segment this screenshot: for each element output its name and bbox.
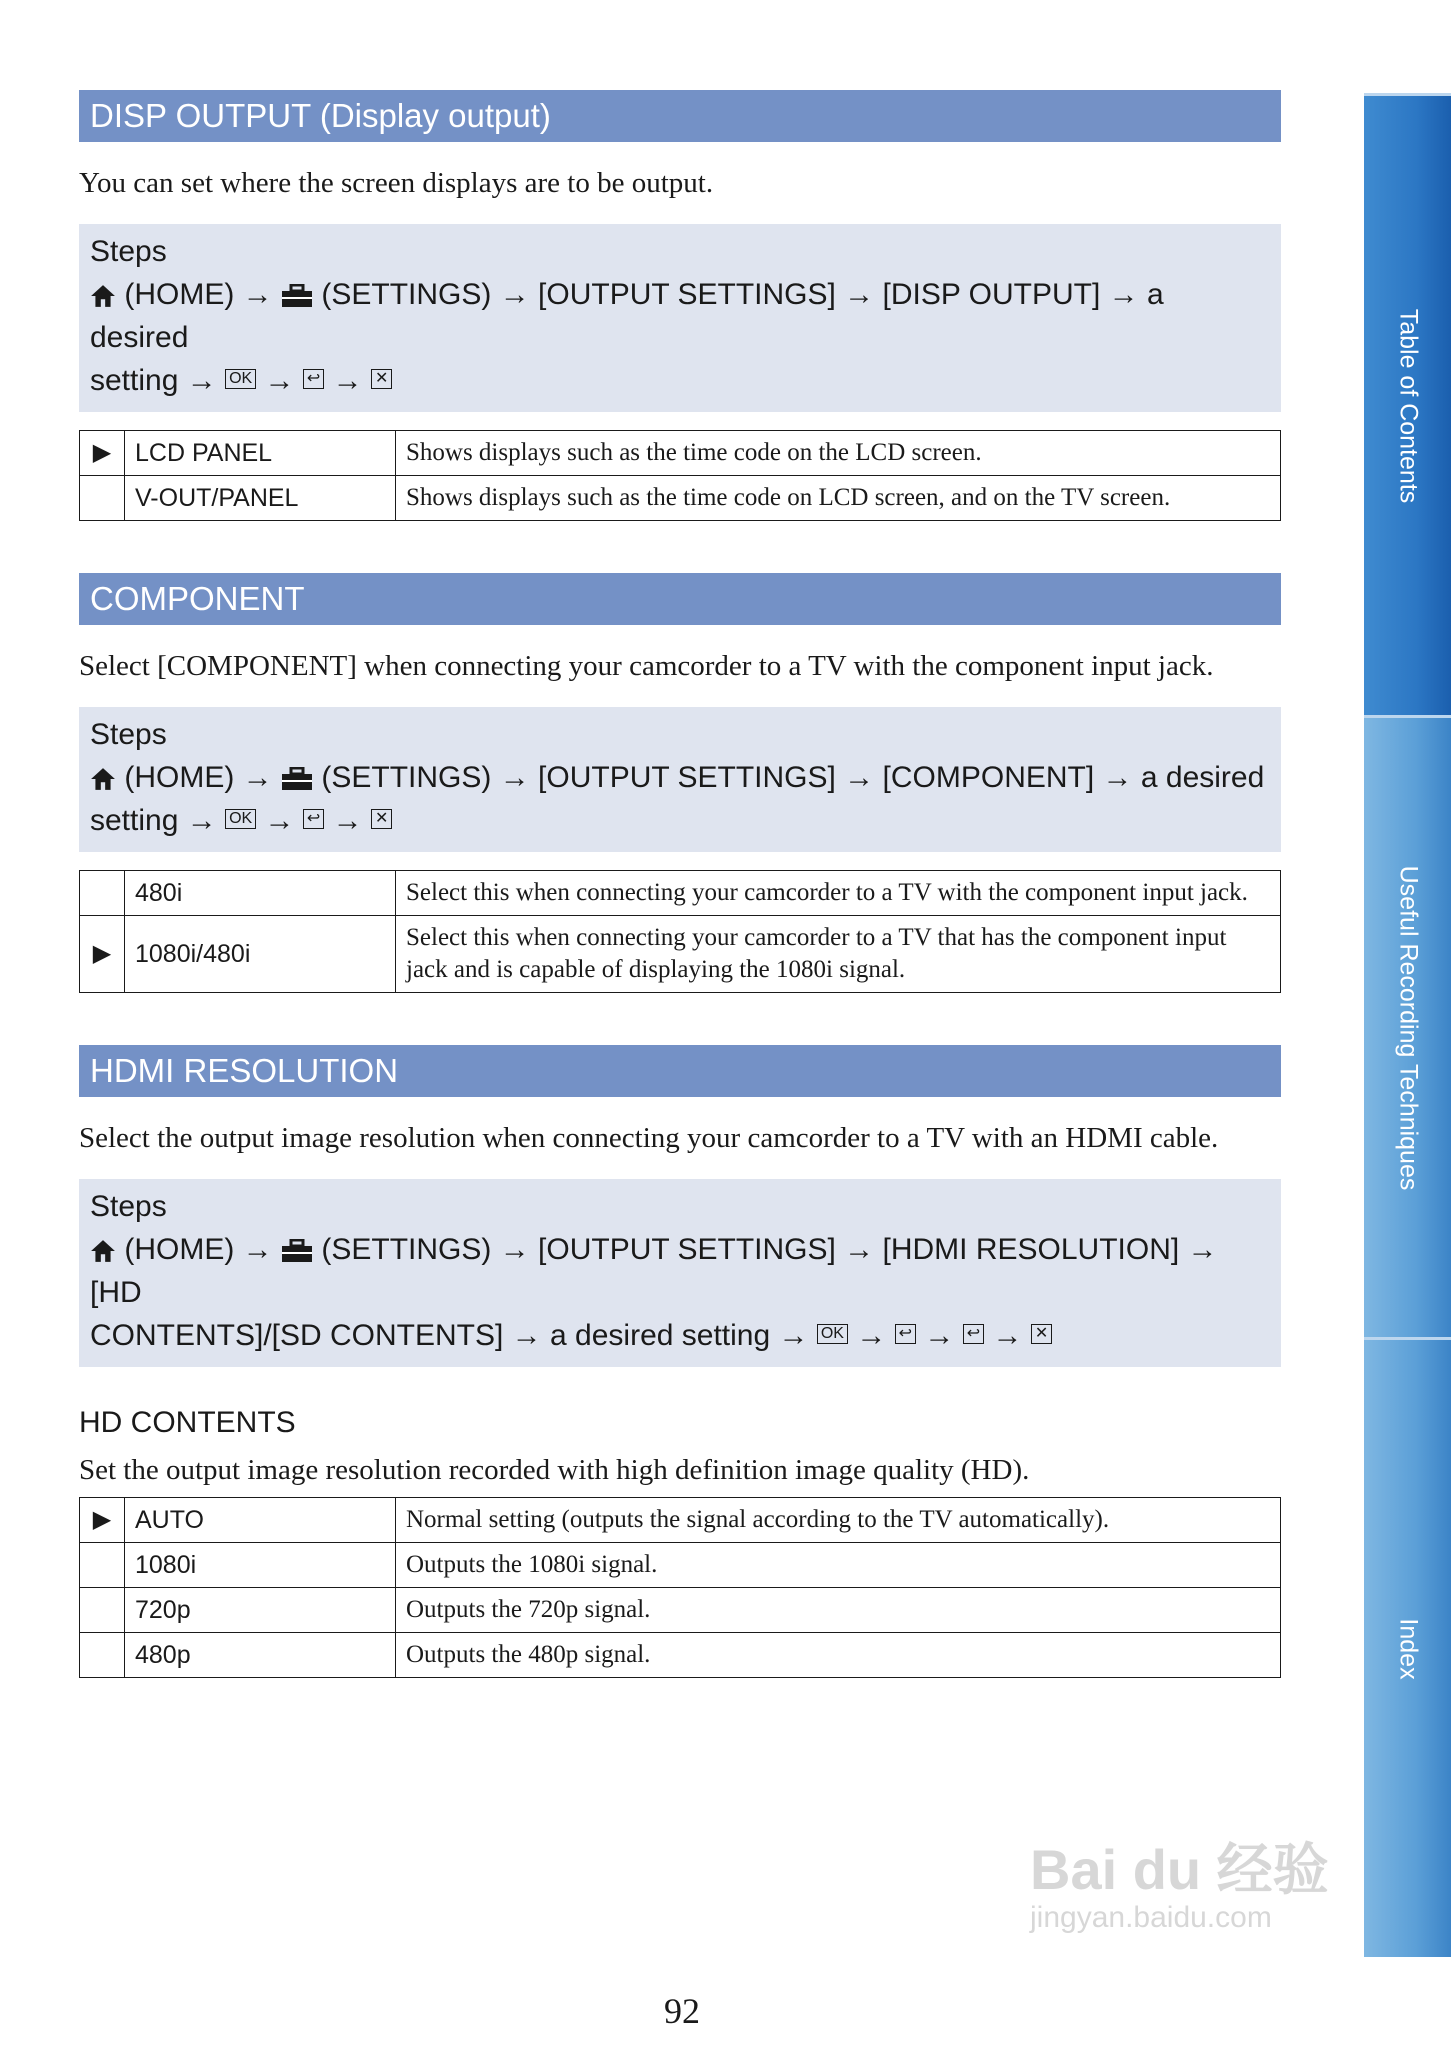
- tab-table-of-contents[interactable]: [1364, 93, 1451, 715]
- steps-box: [79, 707, 1281, 852]
- arrow: →: [778, 1319, 809, 1352]
- steps-line-2: [90, 1314, 1270, 1357]
- settings-label: (SETTINGS): [321, 761, 492, 794]
- option-name: 480i: [125, 871, 396, 916]
- default-marker: ▶: [80, 431, 125, 476]
- arrow: →: [242, 761, 273, 794]
- page-content: [79, 90, 1281, 1730]
- default-marker: [80, 1543, 125, 1588]
- option-desc: Select this when connecting your camcorder to a TV with the component input jack.: [396, 871, 1281, 916]
- steps-path: [OUTPUT SETTINGS] → [HDMI RESOLUTION] → [HD: [90, 1233, 1218, 1309]
- steps-line-1: [90, 273, 1270, 359]
- toolbox-icon: [281, 284, 313, 308]
- back-button-icon: ↩: [963, 1324, 984, 1344]
- arrow: →: [186, 804, 217, 837]
- table-row: [80, 1633, 1281, 1678]
- default-marker: ▶: [80, 916, 125, 993]
- steps-box: [79, 224, 1281, 412]
- section-title: HDMI RESOLUTION: [79, 1045, 1281, 1097]
- default-marker: ▶: [80, 1498, 125, 1543]
- option-desc: Select this when connecting your camcorder to a TV that has the component input jack and is capable of displaying the 1080i signal.: [396, 916, 1281, 993]
- home-icon: [90, 766, 116, 792]
- home-icon: [90, 1238, 116, 1264]
- arrow: →: [499, 761, 530, 794]
- arrow: →: [264, 364, 295, 397]
- arrow: →: [499, 1233, 530, 1266]
- table-row: [80, 916, 1281, 993]
- option-name: AUTO: [125, 1498, 396, 1543]
- section-intro: Select [COMPONENT] when connecting your camcorder to a TV with the component input jack.: [79, 650, 1214, 682]
- tab-label: Table of Contents: [1394, 308, 1422, 503]
- arrow: →: [242, 278, 273, 311]
- close-button-icon: ✕: [1031, 1324, 1052, 1344]
- option-desc: Shows displays such as the time code on the LCD screen.: [396, 431, 1281, 476]
- home-icon: [90, 283, 116, 309]
- subheading-text: Set the output image resolution recorded with high definition image quality (HD).: [79, 1454, 1030, 1486]
- close-button-icon: ✕: [371, 369, 392, 389]
- section-title: DISP OUTPUT (Display output): [79, 90, 1281, 142]
- option-name: 720p: [125, 1588, 396, 1633]
- ok-button-icon: OK: [225, 809, 256, 829]
- ok-button-icon: OK: [225, 369, 256, 389]
- section-disp-output: [79, 90, 1281, 521]
- arrow: →: [242, 1233, 273, 1266]
- options-table: [79, 870, 1281, 993]
- steps-tail: setting: [90, 364, 179, 397]
- toolbox-icon: [281, 767, 313, 791]
- arrow: →: [924, 1319, 955, 1352]
- tab-label: Index: [1394, 1617, 1422, 1680]
- back-button-icon: ↩: [303, 809, 324, 829]
- steps-path: [OUTPUT SETTINGS] → [DISP OUTPUT] → a desired: [90, 278, 1164, 354]
- option-desc: Outputs the 720p signal.: [396, 1588, 1281, 1633]
- close-button-icon: ✕: [371, 809, 392, 829]
- arrow: →: [332, 364, 363, 397]
- option-desc: Outputs the 1080i signal.: [396, 1543, 1281, 1588]
- option-name: V-OUT/PANEL: [125, 476, 396, 521]
- option-desc: Shows displays such as the time code on LCD screen, and on the TV screen.: [396, 476, 1281, 521]
- steps-line-2: [90, 359, 1270, 402]
- steps-label: Steps: [90, 235, 167, 268]
- tab-useful-recording-techniques[interactable]: [1364, 715, 1451, 1337]
- home-label: (HOME): [124, 278, 235, 311]
- section-intro: You can set where the screen displays are to be output.: [79, 167, 714, 199]
- arrow: →: [186, 364, 217, 397]
- arrow: →: [499, 278, 530, 311]
- options-table: [79, 1497, 1281, 1678]
- default-marker: [80, 476, 125, 521]
- table-row: [80, 1588, 1281, 1633]
- arrow: →: [264, 804, 295, 837]
- steps-line-1: [90, 756, 1270, 799]
- steps-label: Steps: [90, 718, 167, 751]
- toolbox-icon: [281, 1239, 313, 1263]
- arrow: →: [332, 804, 363, 837]
- default-marker: [80, 871, 125, 916]
- home-label: (HOME): [124, 761, 235, 794]
- tab-label: Useful Recording Techniques: [1394, 865, 1422, 1190]
- steps-path: [OUTPUT SETTINGS] → [COMPONENT] → a desired: [538, 761, 1265, 794]
- steps-box: [79, 1179, 1281, 1367]
- steps-tail: setting: [90, 804, 179, 837]
- watermark-url: jingyan.baidu.com: [1030, 1901, 1272, 1934]
- table-row: [80, 1498, 1281, 1543]
- back-button-icon: ↩: [303, 369, 324, 389]
- ok-button-icon: OK: [817, 1324, 848, 1344]
- subheading: HD CONTENTS: [79, 1406, 296, 1439]
- table-row: [80, 431, 1281, 476]
- option-desc: Normal setting (outputs the signal according to the TV automatically).: [396, 1498, 1281, 1543]
- steps-label: Steps: [90, 1190, 167, 1223]
- option-name: 1080i/480i: [125, 916, 396, 993]
- option-name: 480p: [125, 1633, 396, 1678]
- page-number: 92: [664, 1991, 700, 2031]
- table-row: [80, 871, 1281, 916]
- option-name: 1080i: [125, 1543, 396, 1588]
- home-label: (HOME): [124, 1233, 235, 1266]
- default-marker: [80, 1588, 125, 1633]
- settings-label: (SETTINGS): [321, 1233, 492, 1266]
- tab-index[interactable]: [1364, 1337, 1451, 1957]
- options-table: [79, 430, 1281, 521]
- section-component: [79, 573, 1281, 993]
- watermark-brand: Bai du 经验: [1030, 1838, 1329, 1901]
- back-button-icon: ↩: [895, 1324, 916, 1344]
- table-row: [80, 476, 1281, 521]
- watermark: [1030, 1840, 1329, 1936]
- default-marker: [80, 1633, 125, 1678]
- section-intro: Select the output image resolution when connecting your camcorder to a TV with an HDMI cable.: [79, 1122, 1219, 1154]
- arrow: →: [992, 1319, 1023, 1352]
- section-title: COMPONENT: [79, 573, 1281, 625]
- table-row: [80, 1543, 1281, 1588]
- arrow: →: [856, 1319, 887, 1352]
- steps-line-1: [90, 1228, 1270, 1314]
- option-desc: Outputs the 480p signal.: [396, 1633, 1281, 1678]
- steps-line-2: [90, 799, 1270, 842]
- option-name: LCD PANEL: [125, 431, 396, 476]
- settings-label: (SETTINGS): [321, 278, 492, 311]
- steps-tail: CONTENTS]/[SD CONTENTS] → a desired setting: [90, 1319, 771, 1352]
- section-hdmi-resolution: [79, 1045, 1281, 1678]
